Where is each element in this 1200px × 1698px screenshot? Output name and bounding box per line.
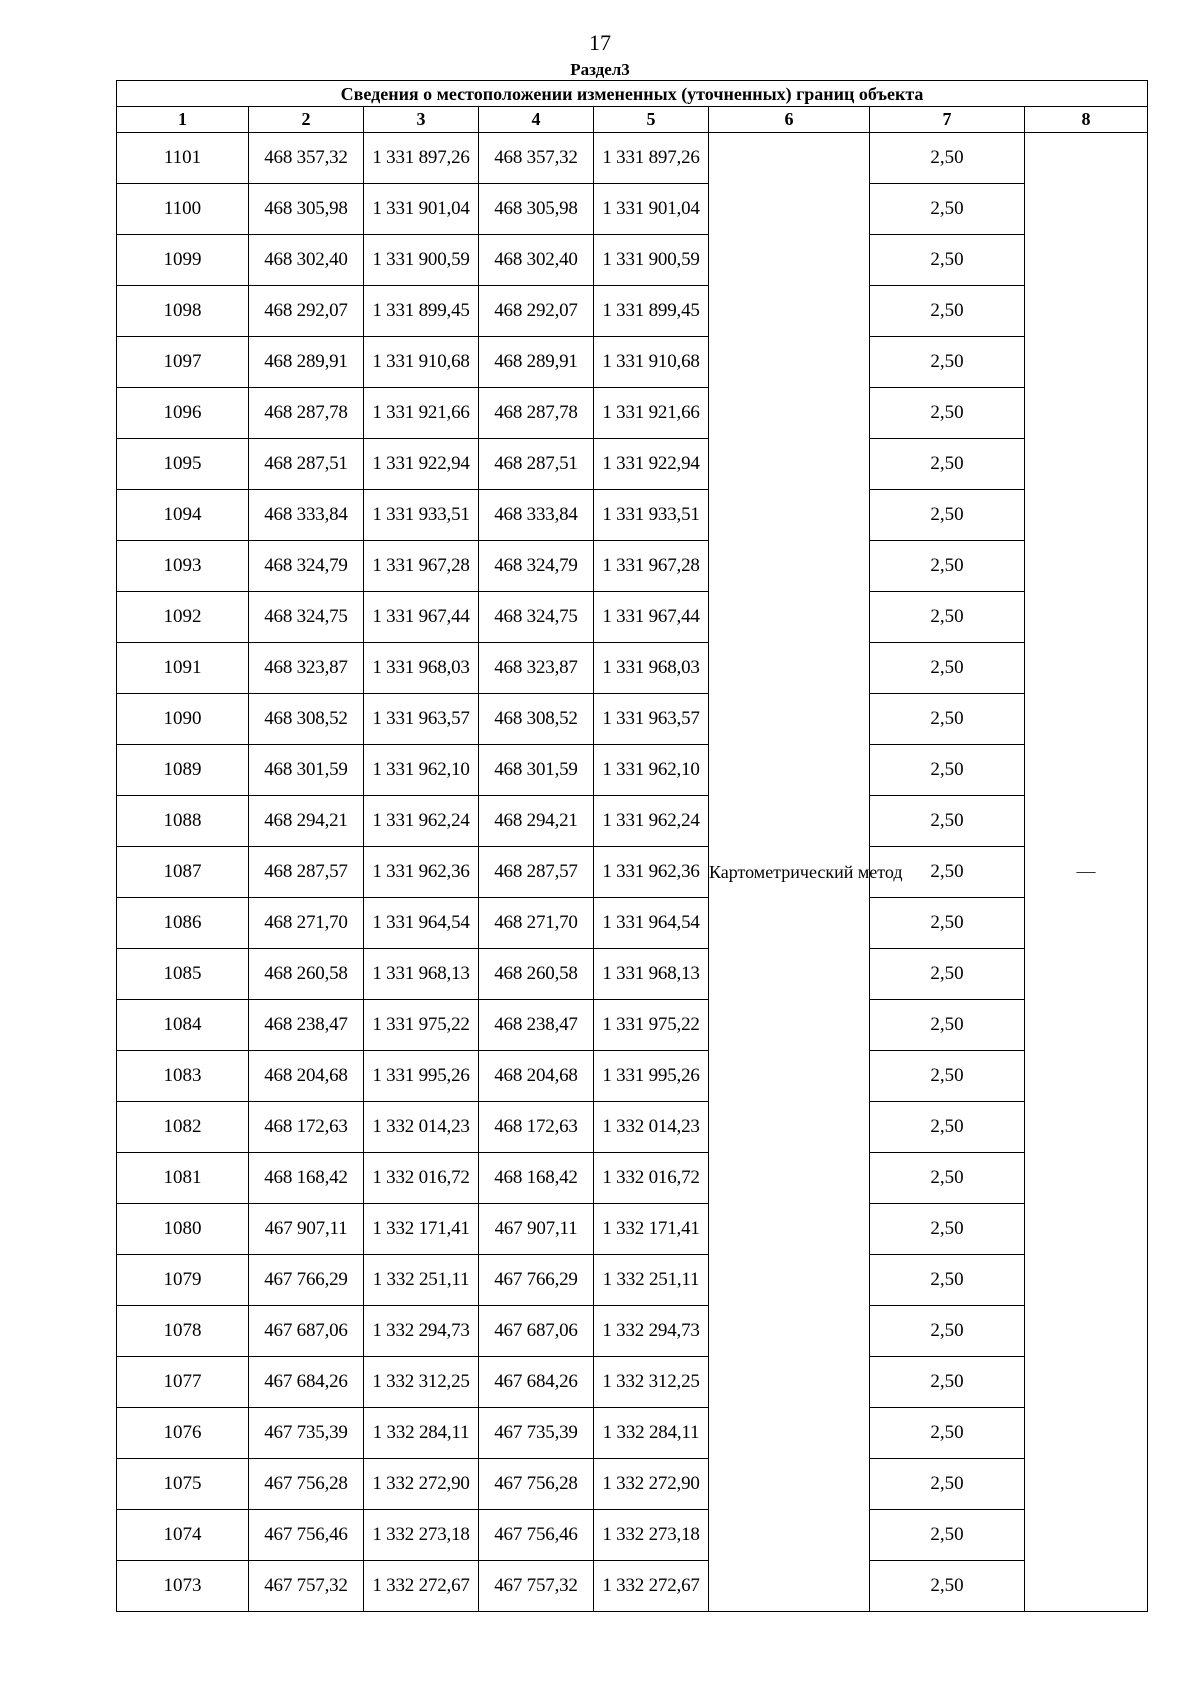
table-row bbox=[117, 1255, 1148, 1306]
coordinate-cell: 1 331 962,24 bbox=[594, 796, 709, 847]
coordinate-cell: 1 331 910,68 bbox=[364, 337, 479, 388]
coordinate-cell: 1 332 273,18 bbox=[364, 1510, 479, 1561]
coordinate-cell: 468 292,07 bbox=[249, 286, 364, 337]
column-number: 4 bbox=[479, 107, 594, 133]
coordinates-table bbox=[116, 80, 1148, 1612]
coordinate-cell: 468 308,52 bbox=[249, 694, 364, 745]
point-number-cell: 1083 bbox=[117, 1051, 249, 1102]
coordinate-cell: 467 687,06 bbox=[249, 1306, 364, 1357]
coordinate-cell: 467 766,29 bbox=[479, 1255, 594, 1306]
point-number-cell: 1098 bbox=[117, 286, 249, 337]
coordinate-cell: 1 331 968,03 bbox=[594, 643, 709, 694]
coordinate-cell: 468 289,91 bbox=[249, 337, 364, 388]
table-row bbox=[117, 1561, 1148, 1612]
point-number-cell: 1094 bbox=[117, 490, 249, 541]
coordinate-cell: 468 172,63 bbox=[479, 1102, 594, 1153]
coordinate-cell: 1 331 962,36 bbox=[594, 847, 709, 898]
coordinate-cell: 1 331 995,26 bbox=[364, 1051, 479, 1102]
coordinate-cell: 468 305,98 bbox=[249, 184, 364, 235]
accuracy-cell: 2,50 bbox=[870, 133, 1025, 184]
coordinate-cell: 468 302,40 bbox=[479, 235, 594, 286]
point-number-cell: 1090 bbox=[117, 694, 249, 745]
coordinate-cell: 468 287,51 bbox=[249, 439, 364, 490]
column-number: 1 bbox=[117, 107, 249, 133]
coordinate-cell: 1 331 964,54 bbox=[364, 898, 479, 949]
point-number-cell: 1093 bbox=[117, 541, 249, 592]
point-number-cell: 1075 bbox=[117, 1459, 249, 1510]
coordinate-cell: 1 332 014,23 bbox=[364, 1102, 479, 1153]
point-number-cell: 1080 bbox=[117, 1204, 249, 1255]
table-row bbox=[117, 1000, 1148, 1051]
coordinate-cell: 467 684,26 bbox=[479, 1357, 594, 1408]
coordinate-cell: 1 331 995,26 bbox=[594, 1051, 709, 1102]
coordinate-cell: 1 332 284,11 bbox=[364, 1408, 479, 1459]
coordinate-cell: 1 332 016,72 bbox=[594, 1153, 709, 1204]
coordinate-cell: 468 294,21 bbox=[479, 796, 594, 847]
coordinate-cell: 468 271,70 bbox=[249, 898, 364, 949]
coordinate-cell: 1 331 962,36 bbox=[364, 847, 479, 898]
note-cell: — bbox=[1025, 133, 1148, 1612]
coordinate-cell: 467 757,32 bbox=[249, 1561, 364, 1612]
table-row bbox=[117, 949, 1148, 1000]
point-number-cell: 1081 bbox=[117, 1153, 249, 1204]
accuracy-cell: 2,50 bbox=[870, 1000, 1025, 1051]
table-row bbox=[117, 388, 1148, 439]
coordinate-cell: 468 238,47 bbox=[479, 1000, 594, 1051]
coordinate-cell: 1 331 922,94 bbox=[364, 439, 479, 490]
coordinate-cell: 1 332 014,23 bbox=[594, 1102, 709, 1153]
accuracy-cell: 2,50 bbox=[870, 286, 1025, 337]
coordinate-cell: 468 204,68 bbox=[479, 1051, 594, 1102]
coordinate-cell: 1 332 171,41 bbox=[594, 1204, 709, 1255]
point-number-cell: 1073 bbox=[117, 1561, 249, 1612]
accuracy-cell: 2,50 bbox=[870, 439, 1025, 490]
coordinate-cell: 1 332 272,90 bbox=[594, 1459, 709, 1510]
table-row bbox=[117, 796, 1148, 847]
coordinate-cell: 468 323,87 bbox=[249, 643, 364, 694]
coordinate-cell: 467 756,46 bbox=[249, 1510, 364, 1561]
coordinate-cell: 468 324,79 bbox=[479, 541, 594, 592]
coordinate-cell: 468 172,63 bbox=[249, 1102, 364, 1153]
coordinate-cell: 1 331 899,45 bbox=[594, 286, 709, 337]
coordinate-cell: 1 331 967,28 bbox=[364, 541, 479, 592]
coordinate-cell: 467 735,39 bbox=[479, 1408, 594, 1459]
point-number-cell: 1101 bbox=[117, 133, 249, 184]
coordinate-cell: 1 331 921,66 bbox=[594, 388, 709, 439]
coordinate-cell: 1 331 975,22 bbox=[364, 1000, 479, 1051]
point-number-cell: 1085 bbox=[117, 949, 249, 1000]
coordinate-cell: 1 332 284,11 bbox=[594, 1408, 709, 1459]
table-row bbox=[117, 1204, 1148, 1255]
coordinate-cell: 1 331 967,44 bbox=[594, 592, 709, 643]
point-number-cell: 1078 bbox=[117, 1306, 249, 1357]
coordinate-cell: 1 331 962,10 bbox=[364, 745, 479, 796]
accuracy-cell: 2,50 bbox=[870, 949, 1025, 1000]
accuracy-cell: 2,50 bbox=[870, 643, 1025, 694]
coordinate-cell: 468 294,21 bbox=[249, 796, 364, 847]
coordinate-cell: 1 331 968,13 bbox=[594, 949, 709, 1000]
table-row bbox=[117, 184, 1148, 235]
coordinate-cell: 1 332 312,25 bbox=[594, 1357, 709, 1408]
coordinate-cell: 468 324,75 bbox=[479, 592, 594, 643]
accuracy-cell: 2,50 bbox=[870, 745, 1025, 796]
coordinate-cell: 468 357,32 bbox=[249, 133, 364, 184]
coordinate-cell: 468 271,70 bbox=[479, 898, 594, 949]
table-row bbox=[117, 1357, 1148, 1408]
table-row bbox=[117, 694, 1148, 745]
table-body bbox=[117, 133, 1148, 1612]
accuracy-cell: 2,50 bbox=[870, 490, 1025, 541]
coordinate-cell: 1 331 968,03 bbox=[364, 643, 479, 694]
coordinate-cell: 468 168,42 bbox=[479, 1153, 594, 1204]
coordinate-cell: 1 332 294,73 bbox=[364, 1306, 479, 1357]
coordinate-cell: 468 324,79 bbox=[249, 541, 364, 592]
accuracy-cell: 2,50 bbox=[870, 541, 1025, 592]
coordinate-cell: 468 287,78 bbox=[479, 388, 594, 439]
point-number-cell: 1082 bbox=[117, 1102, 249, 1153]
column-number-row bbox=[117, 107, 1148, 133]
point-number-cell: 1086 bbox=[117, 898, 249, 949]
accuracy-cell: 2,50 bbox=[870, 1102, 1025, 1153]
coordinate-cell: 467 756,46 bbox=[479, 1510, 594, 1561]
coordinate-cell: 467 684,26 bbox=[249, 1357, 364, 1408]
point-number-cell: 1100 bbox=[117, 184, 249, 235]
coordinate-cell: 467 687,06 bbox=[479, 1306, 594, 1357]
column-number: 7 bbox=[870, 107, 1025, 133]
accuracy-cell: 2,50 bbox=[870, 847, 1025, 898]
coordinate-cell: 468 357,32 bbox=[479, 133, 594, 184]
coordinate-cell: 1 332 016,72 bbox=[364, 1153, 479, 1204]
point-number-cell: 1074 bbox=[117, 1510, 249, 1561]
coordinate-cell: 1 332 272,67 bbox=[594, 1561, 709, 1612]
point-number-cell: 1077 bbox=[117, 1357, 249, 1408]
coordinate-cell: 468 287,57 bbox=[249, 847, 364, 898]
point-number-cell: 1088 bbox=[117, 796, 249, 847]
column-number: 6 bbox=[709, 107, 870, 133]
coordinate-cell: 468 302,40 bbox=[249, 235, 364, 286]
table-row bbox=[117, 541, 1148, 592]
table-row bbox=[117, 643, 1148, 694]
point-number-cell: 1079 bbox=[117, 1255, 249, 1306]
coordinate-cell: 1 331 910,68 bbox=[594, 337, 709, 388]
coordinate-cell: 1 332 272,67 bbox=[364, 1561, 479, 1612]
table-row bbox=[117, 490, 1148, 541]
table-row bbox=[117, 1102, 1148, 1153]
point-number-cell: 1076 bbox=[117, 1408, 249, 1459]
coordinate-cell: 1 331 967,28 bbox=[594, 541, 709, 592]
coordinate-cell: 468 301,59 bbox=[479, 745, 594, 796]
table-row bbox=[117, 1459, 1148, 1510]
accuracy-cell: 2,50 bbox=[870, 388, 1025, 439]
coordinate-cell: 467 756,28 bbox=[249, 1459, 364, 1510]
coordinate-cell: 468 204,68 bbox=[249, 1051, 364, 1102]
coordinate-cell: 1 331 962,24 bbox=[364, 796, 479, 847]
point-number-cell: 1095 bbox=[117, 439, 249, 490]
coordinate-cell: 468 292,07 bbox=[479, 286, 594, 337]
coordinate-cell: 1 331 901,04 bbox=[594, 184, 709, 235]
table-row bbox=[117, 1510, 1148, 1561]
coordinate-cell: 468 323,87 bbox=[479, 643, 594, 694]
accuracy-cell: 2,50 bbox=[870, 898, 1025, 949]
point-number-cell: 1096 bbox=[117, 388, 249, 439]
coordinate-cell: 468 260,58 bbox=[479, 949, 594, 1000]
coordinate-cell: 467 756,28 bbox=[479, 1459, 594, 1510]
coordinate-cell: 468 287,51 bbox=[479, 439, 594, 490]
coordinate-cell: 1 331 900,59 bbox=[594, 235, 709, 286]
coordinate-cell: 468 308,52 bbox=[479, 694, 594, 745]
coordinate-cell: 1 332 272,90 bbox=[364, 1459, 479, 1510]
coordinate-cell: 1 331 900,59 bbox=[364, 235, 479, 286]
coordinate-cell: 468 333,84 bbox=[249, 490, 364, 541]
accuracy-cell: 2,50 bbox=[870, 1255, 1025, 1306]
table-row bbox=[117, 286, 1148, 337]
accuracy-cell: 2,50 bbox=[870, 1204, 1025, 1255]
column-number: 8 bbox=[1025, 107, 1148, 133]
column-number: 3 bbox=[364, 107, 479, 133]
accuracy-cell: 2,50 bbox=[870, 1459, 1025, 1510]
method-cell: Картометрический метод bbox=[709, 133, 870, 1612]
coordinate-cell: 1 331 921,66 bbox=[364, 388, 479, 439]
accuracy-cell: 2,50 bbox=[870, 1306, 1025, 1357]
accuracy-cell: 2,50 bbox=[870, 1153, 1025, 1204]
coordinate-cell: 468 289,91 bbox=[479, 337, 594, 388]
accuracy-cell: 2,50 bbox=[870, 235, 1025, 286]
section-title: Раздел3 bbox=[570, 60, 630, 79]
coordinate-cell: 1 332 312,25 bbox=[364, 1357, 479, 1408]
page-number: 17 bbox=[589, 30, 611, 55]
coordinate-cell: 467 735,39 bbox=[249, 1408, 364, 1459]
coordinate-cell: 467 766,29 bbox=[249, 1255, 364, 1306]
table-row bbox=[117, 133, 1148, 184]
table-row bbox=[117, 898, 1148, 949]
accuracy-cell: 2,50 bbox=[870, 1510, 1025, 1561]
coordinate-cell: 468 287,78 bbox=[249, 388, 364, 439]
point-number-cell: 1087 bbox=[117, 847, 249, 898]
coordinate-cell: 468 301,59 bbox=[249, 745, 364, 796]
coordinate-cell: 1 332 171,41 bbox=[364, 1204, 479, 1255]
coordinate-cell: 467 907,11 bbox=[479, 1204, 594, 1255]
coordinate-cell: 1 331 968,13 bbox=[364, 949, 479, 1000]
coordinate-cell: 1 332 251,11 bbox=[594, 1255, 709, 1306]
coordinate-cell: 1 332 294,73 bbox=[594, 1306, 709, 1357]
coordinate-cell: 1 331 922,94 bbox=[594, 439, 709, 490]
coordinate-cell: 468 333,84 bbox=[479, 490, 594, 541]
table-row bbox=[117, 439, 1148, 490]
table-row bbox=[117, 1408, 1148, 1459]
coordinate-cell: 1 331 962,10 bbox=[594, 745, 709, 796]
table-row bbox=[117, 1153, 1148, 1204]
coordinate-cell: 468 168,42 bbox=[249, 1153, 364, 1204]
column-number: 5 bbox=[594, 107, 709, 133]
table-row bbox=[117, 337, 1148, 388]
coordinate-cell: 468 260,58 bbox=[249, 949, 364, 1000]
accuracy-cell: 2,50 bbox=[870, 184, 1025, 235]
coordinate-cell: 467 907,11 bbox=[249, 1204, 364, 1255]
point-number-cell: 1084 bbox=[117, 1000, 249, 1051]
point-number-cell: 1099 bbox=[117, 235, 249, 286]
point-number-cell: 1097 bbox=[117, 337, 249, 388]
table-row bbox=[117, 1306, 1148, 1357]
table-row bbox=[117, 592, 1148, 643]
coordinate-cell: 1 331 964,54 bbox=[594, 898, 709, 949]
point-number-cell: 1092 bbox=[117, 592, 249, 643]
coordinate-cell: 467 757,32 bbox=[479, 1561, 594, 1612]
table-row bbox=[117, 1051, 1148, 1102]
coordinate-cell: 1 331 933,51 bbox=[594, 490, 709, 541]
coordinate-cell: 468 238,47 bbox=[249, 1000, 364, 1051]
table-caption: Сведения о местоположении измененных (уточненных) границ объекта bbox=[117, 81, 1148, 107]
coordinate-cell: 468 287,57 bbox=[479, 847, 594, 898]
accuracy-cell: 2,50 bbox=[870, 592, 1025, 643]
accuracy-cell: 2,50 bbox=[870, 1357, 1025, 1408]
coordinate-cell: 1 331 899,45 bbox=[364, 286, 479, 337]
table-row bbox=[117, 235, 1148, 286]
coordinate-cell: 468 324,75 bbox=[249, 592, 364, 643]
table-row bbox=[117, 745, 1148, 796]
point-number-cell: 1089 bbox=[117, 745, 249, 796]
coordinate-cell: 1 332 273,18 bbox=[594, 1510, 709, 1561]
coordinate-cell: 1 331 975,22 bbox=[594, 1000, 709, 1051]
accuracy-cell: 2,50 bbox=[870, 337, 1025, 388]
coordinate-cell: 1 331 933,51 bbox=[364, 490, 479, 541]
accuracy-cell: 2,50 bbox=[870, 796, 1025, 847]
coordinate-cell: 1 331 963,57 bbox=[364, 694, 479, 745]
point-number-cell: 1091 bbox=[117, 643, 249, 694]
accuracy-cell: 2,50 bbox=[870, 694, 1025, 745]
table-row bbox=[117, 847, 1148, 898]
coordinate-cell: 1 331 963,57 bbox=[594, 694, 709, 745]
coordinate-cell: 1 331 901,04 bbox=[364, 184, 479, 235]
coordinate-cell: 1 331 897,26 bbox=[594, 133, 709, 184]
coordinate-cell: 1 331 897,26 bbox=[364, 133, 479, 184]
coordinate-cell: 1 332 251,11 bbox=[364, 1255, 479, 1306]
accuracy-cell: 2,50 bbox=[870, 1051, 1025, 1102]
accuracy-cell: 2,50 bbox=[870, 1408, 1025, 1459]
coordinate-cell: 1 331 967,44 bbox=[364, 592, 479, 643]
coordinate-cell: 468 305,98 bbox=[479, 184, 594, 235]
accuracy-cell: 2,50 bbox=[870, 1561, 1025, 1612]
column-number: 2 bbox=[249, 107, 364, 133]
